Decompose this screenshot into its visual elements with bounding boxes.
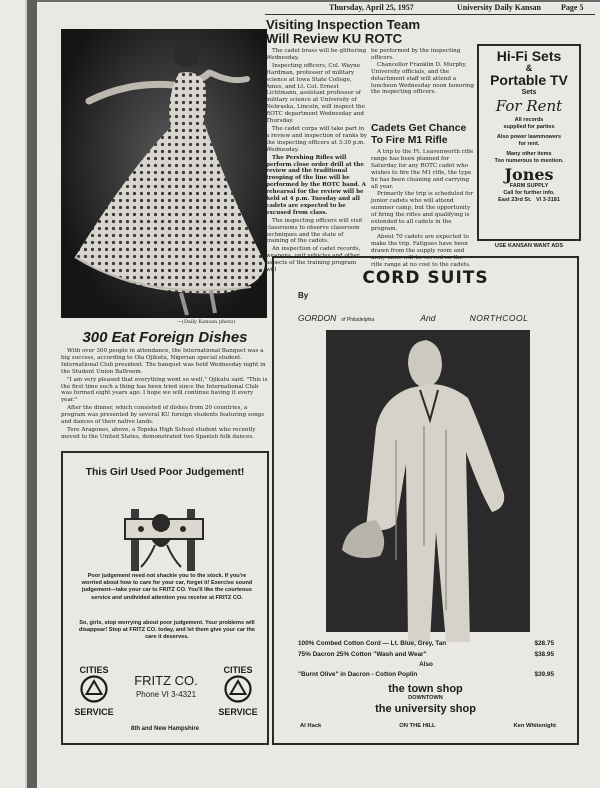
price-row-price: $38.95	[534, 651, 554, 658]
price-row-desc: 75% Dacron 25% Cotton "Wash and Wear"	[298, 651, 427, 658]
newspaper-page	[37, 2, 600, 788]
header-page-number: Page 5	[561, 3, 584, 12]
fritz-para-1: Poor judgement need not shackle you to the stock. If you're worried about how to care for your car, forget it! Exercise sound judgement—take your car to FRITZ CO. You'll like the courteous service and undivided attention you receive at FRITZ CO.	[81, 573, 253, 601]
rotc-paragraph: Chancellor Franklin D. Murphy, University officials, and the detachment staff will attend a luncheon Wednesday noon honoring the inspecting officers.	[371, 61, 474, 96]
dancer-photo	[61, 29, 267, 318]
gordon-city: of Philadelphia	[341, 317, 375, 323]
jones-for-rent: For Rent	[495, 97, 563, 115]
university-shop-name: the university shop	[375, 703, 476, 715]
price-row	[298, 649, 554, 660]
kansan-want-ads-tagline: USE KANSAN WANT ADS	[494, 243, 564, 249]
rifle-paragraph: Primarily the trip is scheduled for junior cadets who will attend summer camp, but the opportunity of firing the rifles and qualifying is extended to all cadets in the program.	[371, 191, 474, 232]
shop-signatures	[274, 683, 577, 717]
rotc-column-1	[266, 48, 367, 274]
ken-whitenight-name: Ken Whitenight	[513, 723, 556, 729]
cities-service-logo-left	[69, 665, 119, 717]
stocks-illustration	[121, 493, 207, 579]
al-hack-name: Al Hack	[300, 723, 322, 729]
dishes-paragraph: Tere Aragones, above, a Topeka High School student who recently moved to the United States, demonstrated two Spanish folk dances.	[61, 426, 256, 440]
cord-makers	[298, 306, 528, 325]
fritz-headline: This Girl Used Poor Judgement!	[85, 467, 245, 478]
price-row-desc: "Burnt Olive" in Dacron - Cotton Poplin	[298, 671, 418, 678]
fritz-para-2: So, girls, stop worrying about poor judgement. Your problems will disappear! Stop at FRITZ CO. today, and let them give your car the care it deserves.	[78, 620, 256, 641]
price-row-price: $28.75	[534, 640, 554, 647]
adjacent-page-edge	[0, 0, 27, 788]
jones-hifi-line: Hi-Fi Sets	[496, 48, 562, 64]
cord-price-list	[298, 638, 554, 680]
cord-by: By	[298, 291, 309, 300]
jones-text: Also power lawnmowers	[496, 134, 562, 140]
price-row	[298, 638, 554, 649]
cities-service-logo-right	[213, 665, 263, 717]
rifle-headline-line2: To Fire M1 Rifle	[371, 134, 448, 146]
northcool-brand: NORTHCOOL	[469, 313, 529, 323]
dishes-paragraph: "I am very pleased that everything went so well," Ojikutu said. "This is the first time such a thing has been tried since the International Club was formed eight years ago. I hope we will continue having it every year."	[61, 376, 268, 404]
cities-service-label-top: CITIES	[79, 665, 109, 675]
rotc-paragraph: The cadet corps will take part in a review and inspection of ranks by the inspecting officers at 3:30 p.m. Wednesday.	[266, 125, 367, 153]
rotc-paragraph: The inspecting officers will visit classrooms to observe classroom techniques and the state of training of the cadets.	[266, 217, 363, 245]
jones-text: Many other items	[506, 151, 552, 157]
price-row	[298, 669, 554, 680]
fritz-phone: Phone VI 3-4321	[135, 690, 197, 699]
cities-service-label-bottom: SERVICE	[218, 707, 258, 717]
rotc-story	[266, 18, 474, 46]
rotc-column-2	[371, 48, 474, 118]
cord-footer	[300, 723, 556, 729]
jones-ampersand: &	[525, 63, 533, 73]
jones-text: All records	[514, 117, 544, 123]
rotc-paragraph: The Pershing Rifles will perform close order drill at the review and the traditional trooping of the line will be performed by the ROTC band. A rehearsal for the review will be held at 4 p.m. Tuesday and all cadets are expected to be excused from class.	[266, 154, 366, 216]
jones-address: East 23rd St.	[498, 197, 532, 203]
fritz-company-name: FRITZ CO.	[134, 673, 198, 688]
cities-service-emblem-icon	[79, 675, 109, 703]
cord-suits-ad	[272, 256, 579, 745]
cities-service-emblem-icon	[223, 675, 253, 703]
dishes-story	[61, 329, 269, 442]
header-paper-name: University Daily Kansan	[457, 3, 542, 12]
photo-credit: —(Daily Kansan photo)	[177, 319, 236, 325]
jones-sub: FARM SUPPLY	[509, 183, 549, 189]
town-shop-name: the town shop	[388, 683, 463, 695]
rotc-headline-line2: Will Review KU ROTC	[266, 31, 403, 46]
university-shop-location: ON THE HILL	[399, 723, 436, 729]
cord-and: And	[420, 313, 436, 323]
price-row-price: $39.95	[534, 671, 554, 678]
rifle-paragraph: About 70 cadets are expected to make the trip. Fatigues have been drawn from the supply room and army mess will be served on the rifle range at no cost to the cadets.	[371, 233, 471, 268]
cities-service-label-top: CITIES	[223, 665, 253, 675]
rotc-headline-line1: Visiting Inspection Team	[266, 17, 421, 32]
cord-suits-title: CORD SUITS	[362, 268, 489, 288]
dishes-headline: 300 Eat Foreign Dishes	[82, 329, 248, 346]
jones-text: Too numerous to mention.	[494, 158, 564, 164]
price-row-desc: 100% Combed Cotton Cord — Lt. Blue, Grey, Tan	[298, 640, 447, 647]
rifle-headline-line1: Cadets Get Chance	[371, 123, 467, 134]
jones-text: for rent.	[518, 141, 540, 147]
suited-man-illustration	[326, 330, 530, 632]
jones-farm-supply-ad	[477, 44, 581, 241]
dishes-paragraph: With over 300 people in attendance, the International Banquet was a big success, according to Ola Ojikutu, Nigerian special student. International Club president. The banquet was held Wednesday night in the Student Union Ballroom.	[61, 348, 266, 375]
rotc-paragraph: Inspecting officers, Col. Wayne Hardman, professor of military science at Iowa State College, Ames, and Lt. Col. Ernest Lichtmann, assistant professor of military science at University of Nebraska, Lincoln, will inspect the ROTC department Wednesday and Thursday.	[266, 62, 365, 125]
gordon-brand: GORDON	[298, 313, 337, 323]
town-shop-location: DOWNTOWN	[408, 695, 443, 701]
jones-name: Jones	[504, 165, 554, 184]
rotc-paragraph: An inspection of cadet records, weapons, unit vehicles and other aspects of the training program will	[266, 246, 361, 274]
rifle-story	[371, 123, 474, 268]
page-gutter	[27, 0, 37, 788]
jones-text: supplied for parties	[503, 124, 555, 130]
rotc-paragraph: be performed by the inspecting officers.	[371, 48, 461, 61]
header-date: Thursday, April 25, 1957	[329, 3, 414, 12]
jones-call: Call for further info.	[503, 190, 555, 196]
jones-phone: VI 3-3181	[536, 197, 560, 203]
cord-also: Also	[419, 661, 433, 668]
dishes-paragraph: After the dinner, which consisted of dishes from 20 countries, a program was presented by several KU foreign students featuring songs and dances of their native lands.	[61, 405, 265, 426]
rotc-paragraph: The cadet brass will be glittering Wednesday.	[266, 48, 367, 61]
fritz-address: 8th and New Hampshire	[130, 726, 199, 732]
jones-tv-line: Portable TV	[490, 72, 568, 88]
fritz-co-ad	[61, 451, 269, 745]
rifle-paragraph: A trip to the Ft. Leavenworth rifle range has been planned for Saturday for any ROTC cadet who wishes to fire the M1 rifle, the type he has been cleaning and carrying all year.	[371, 149, 474, 190]
fritz-contact	[119, 673, 213, 702]
jones-sets-line: Sets	[521, 89, 537, 96]
cities-service-label-bottom: SERVICE	[74, 707, 114, 717]
